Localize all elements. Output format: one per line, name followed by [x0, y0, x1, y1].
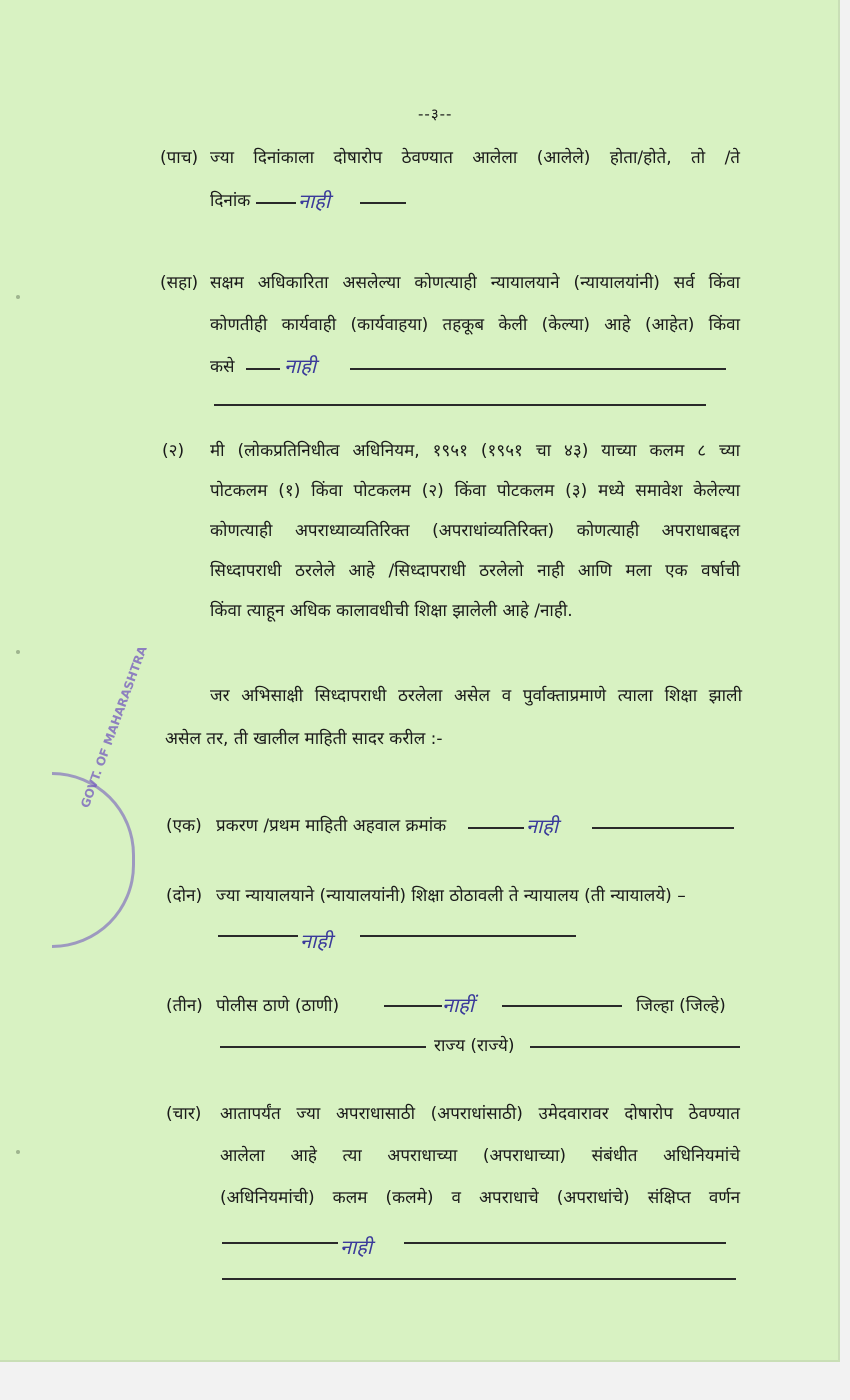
section-label-paach: (पाच) — [160, 148, 199, 168]
case-number-handwritten-value: नाही — [526, 814, 559, 838]
case-fir-number-label: प्रकरण /प्रथम माहिती अहवाल क्रमांक — [216, 816, 447, 836]
section-2-line2: पोटकलम (१) किंवा पोटकलम (२) किंवा पोटकलम (३) मध्ये समावेश केलेल्या — [210, 481, 740, 501]
fill-line — [214, 404, 706, 406]
paragraph-line2: असेल तर, ती खालील माहिती सादर करील :- — [165, 729, 443, 749]
section-paach-text: ज्या दिनांकाला दोषारोप ठेवण्यात आलेला (आलेले) होता/होते, तो /ते — [210, 148, 740, 168]
fill-line — [220, 1046, 426, 1048]
section-label-teen: (तीन) — [166, 996, 203, 1016]
section-chaar-line2: आलेला आहे त्या अपराधाच्या (अपराधाच्या) संबंधीत अधिनियमांचे — [220, 1146, 740, 1166]
fill-line — [222, 1242, 338, 1244]
fill-line — [222, 1278, 736, 1280]
fill-line — [530, 1046, 740, 1048]
fill-line — [468, 827, 524, 829]
section-label-chaar: (चार) — [166, 1104, 202, 1124]
district-label: जिल्हा (जिल्हे) — [636, 996, 726, 1016]
section-label-don: (दोन) — [166, 886, 203, 906]
section-2-line1: मी (लोकप्रतिनिधीत्व अधिनियम, १९५१ (१९५१ चा ४३) याच्या कलम ८ च्या — [210, 441, 740, 461]
fill-line — [256, 202, 296, 204]
fill-line — [404, 1242, 726, 1244]
fill-line — [360, 202, 406, 204]
punch-mark-icon — [16, 1150, 20, 1154]
fill-line — [218, 935, 298, 937]
punch-mark-icon — [16, 295, 20, 299]
offence-handwritten-value: नाही — [340, 1235, 373, 1259]
state-label: राज्य (राज्ये) — [434, 1036, 515, 1056]
punch-mark-icon — [16, 650, 20, 654]
police-station-label: पोलीस ठाणे (ठाणी) — [216, 996, 340, 1016]
page-number: --३-- — [418, 105, 453, 123]
section-saha-line2: कोणतीही कार्यवाही (कार्यवाहया) तहकूब केली (केल्या) आहे (आहेत) किंवा — [210, 315, 740, 335]
fill-line — [360, 935, 576, 937]
section-label-ek: (एक) — [166, 816, 202, 836]
section-2-line4: सिध्दापराधी ठरलेले आहे /सिध्दापराधी ठरलेलो नाही आणि मला एक वर्षाची — [210, 561, 740, 581]
section-saha-line1: सक्षम अधिकारिता असलेल्या कोणत्याही न्यायालयाने (न्यायालयांनी) सर्व किंवा — [210, 273, 740, 293]
fill-line — [502, 1005, 622, 1007]
police-station-handwritten-value: नाहीं — [442, 993, 475, 1017]
section-2-line5: किंवा त्याहून अधिक कालावधीची शिक्षा झालेली आहे /नाही. — [210, 601, 573, 621]
fill-line — [592, 827, 734, 829]
section-chaar-line3: (अधिनियमांची) कलम (कलमे) व अपराधाचे (अपराधांचे) संक्षिप्त वर्णन — [220, 1188, 740, 1208]
court-label: ज्या न्यायालयाने (न्यायालयांनी) शिक्षा ठोठावली ते न्यायालय (ती न्यायालये) – — [216, 886, 686, 906]
how-handwritten-value: नाही — [284, 354, 317, 378]
fill-line — [350, 368, 726, 370]
how-label: कसे — [210, 357, 235, 377]
section-label-saha: (सहा) — [160, 273, 199, 293]
section-label-2: (२) — [162, 441, 185, 461]
date-label: दिनांक — [210, 191, 251, 211]
date-handwritten-value: नाही — [298, 189, 331, 213]
court-handwritten-value: नाही — [300, 929, 333, 953]
fill-line — [384, 1005, 442, 1007]
fill-line — [246, 368, 280, 370]
section-chaar-line1: आतापर्यंत ज्या अपराधासाठी (अपराधांसाठी) उमेदवारावर दोषारोप ठेवण्यात — [220, 1104, 740, 1124]
section-2-line3: कोणत्याही अपराध्याव्यतिरिक्त (अपराधांव्यतिरिक्त) कोणत्याही अपराधाबद्दल — [210, 521, 740, 541]
paragraph-line1: जर अभिसाक्षी सिध्दापराधी ठरलेला असेल व पुर्वाक्ताप्रमाणे त्याला शिक्षा झाली — [210, 686, 742, 706]
stamp-text: GOVT. OF MAHARASHTRA — [78, 644, 150, 810]
